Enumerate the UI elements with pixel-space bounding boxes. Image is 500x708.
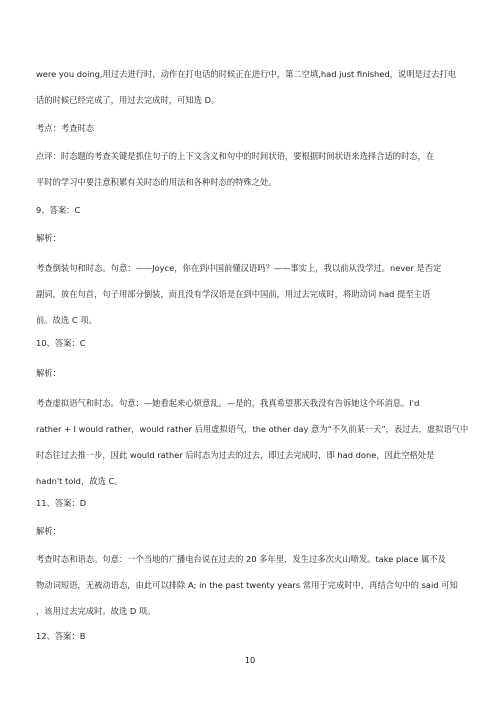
text-line: 考查虚拟语气和时态。句意：—她看起来心烦意乱。—是的，我真希望那天我没有告诉她这个坏消息。I'd [36,398,420,408]
q9-explanation [36,262,468,327]
text-line: 平时的学习中要注意积累有关时态的用法和各种时态的特殊之处。 [36,177,277,187]
q11-jiexi-label: 解析： [36,526,61,536]
text-line: were you doing,用过去进行时，动作在打电话的时候正在进行中，第二空填,had just finished，说明是过去打电 [36,69,457,79]
kaodian-line: 考点：考查时态 [36,123,95,133]
q11-explanation [36,553,468,618]
text-line: hadn't told，故选 C。 [36,476,123,486]
q12-answer: 12、答案：B [36,631,86,641]
q11-answer: 11、答案：D [36,498,87,508]
text-line: 考查时态和语态。句意：一个当地的广播电台说在过去的 20 多年里，发生过多次火山喷发。take place 属不及 [36,554,446,564]
q9-answer: 9、答案：C [36,205,81,215]
text-line: ，该用过去完成时。故选 D 项。 [36,606,156,616]
paragraph-q8-explanation [36,68,468,107]
text-line: 考查倒装句和时态。句意：——Joyce，你在到中国前懂汉语吗？——事实上，我以前从没学过。never 是否定 [36,263,442,273]
text-line: 话的时候已经完成了，用过去完成时，可知选 D。 [36,95,220,105]
text-line: 点评：时态题的考查关键是抓住句子的上下文含义和句中的时间状语，要根据时间状语来选择合适的时态，在 [36,151,435,161]
q10-answer: 10、答案：C [36,338,86,348]
q9-jiexi-label: 解析： [36,233,61,243]
text-line: rather + I would rather，would rather 后用虚拟语气，the other day 意为“不久前某一天”，表过去，虚拟语气中 [36,424,469,434]
page-number: 10 [244,655,256,665]
q10-jiexi-label: 解析： [36,368,61,378]
text-line: 前。故选 C 项。 [36,315,97,325]
text-line: 时态往过去推一步，因此 would rather 后时态为过去的过去，即过去完成时，即 had done，因此空格处是 [36,450,435,460]
dianping-paragraph [36,150,468,189]
q10-explanation [36,397,468,488]
text-line: 副词，放在句首，句子用部分倒装，而且没有学汉语是在到中国前，用过去完成时，将助动词 had 提至主语 [36,289,431,299]
text-line: 物动词短语，无被动语态，由此可以排除 A; in the past twenty years 常用于完成时中，再结合句中的 said 可知 [36,580,458,590]
